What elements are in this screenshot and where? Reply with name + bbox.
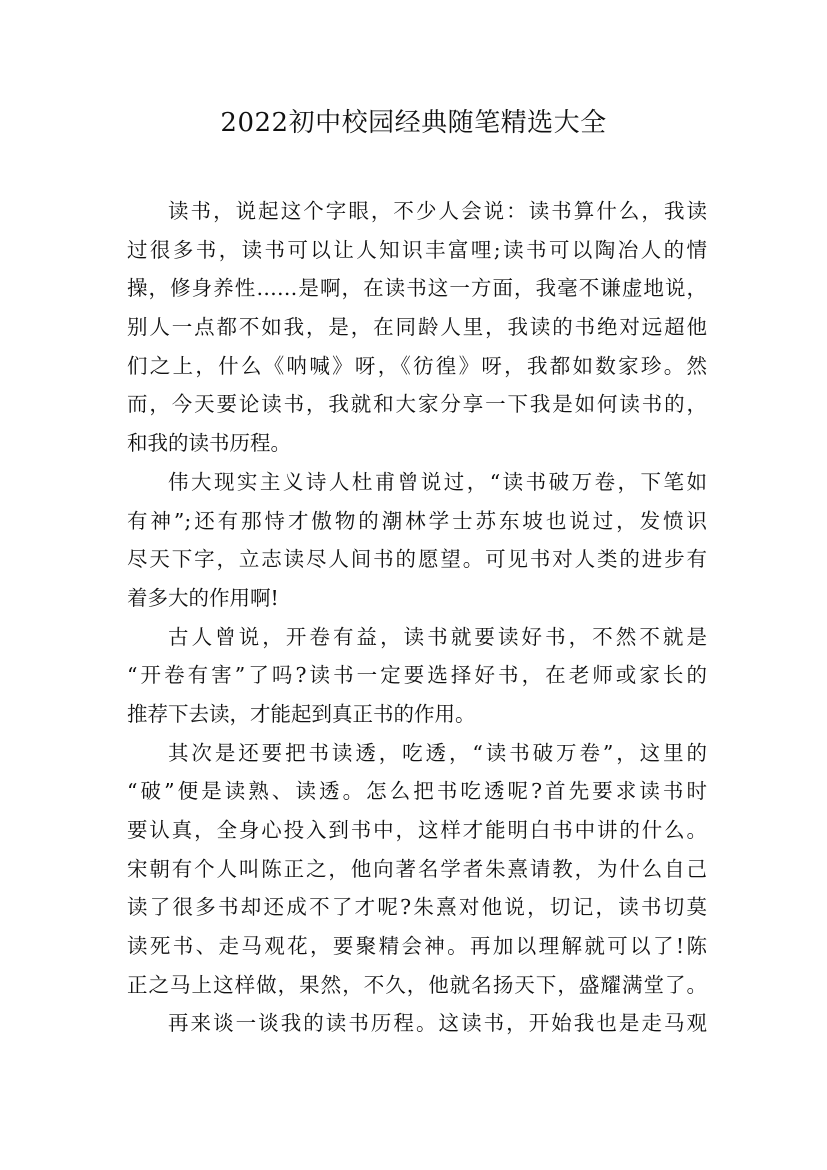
body-line: 着多大的作用啊! <box>127 585 279 610</box>
body-line: 再来谈一谈我的读书历程。这读书，开始我也是走马观 <box>168 1011 707 1036</box>
body-line: 伟大现实主义诗人杜甫曾说过，“读书破万卷，下笔如 <box>168 469 707 494</box>
body-line: 有神”;还有那恃才傲物的潮林学士苏东坡也说过，发愤识 <box>127 508 707 533</box>
body-line: 别人一点都不如我，是，在同龄人里，我读的书绝对远超他 <box>127 315 707 340</box>
body-line: 古人曾说，开卷有益，读书就要读好书，不然不就是 <box>168 624 707 649</box>
body-line: 而，今天要论读书，我就和大家分享一下我是如何读书的， <box>127 392 707 417</box>
body-line: 要认真，全身心投入到书中，这样才能明白书中讲的什么。 <box>127 818 707 842</box>
body-line: 操，修身养性……是啊，在读书这一方面，我毫不谦虚地说， <box>127 276 707 301</box>
body-line: “开卷有害”了吗?读书一定要选择好书，在老师或家长的 <box>127 663 707 688</box>
body-line: 推荐下去读，才能起到真正书的作用。 <box>127 701 476 726</box>
body-line: 和我的读书历程。 <box>127 431 291 456</box>
body-line: 过很多书，读书可以让人知识丰富哩;读书可以陶冶人的情 <box>127 237 707 262</box>
body-line: 其次是还要把书读透，吃透，“读书破万卷”，这里的 <box>168 740 707 765</box>
body-line: 读书，说起这个字眼，不少人会说：读书算什么，我读 <box>168 199 707 223</box>
body-line: 宋朝有个人叫陈正之，他向著名学者朱熹请教，为什么自己 <box>127 856 707 881</box>
body-line: 们之上，什么《呐喊》呀，《彷徨》呀，我都如数家珍。然 <box>127 353 707 378</box>
document-title: 2022初中校园经典随笔精选大全 <box>220 108 607 138</box>
document-body <box>127 192 707 1043</box>
body-line: 尽天下字，立志读尽人间书的愿望。可见书对人类的进步有 <box>127 547 707 572</box>
body-line: 读死书、走马观花，要聚精会神。再加以理解就可以了!陈 <box>127 934 707 959</box>
body-line: “破”便是读熟、读透。怎么把书吃透呢?首先要求读书时 <box>127 779 707 804</box>
body-line: 读了很多书却还成不了才呢?朱熹对他说，切记，读书切莫 <box>127 895 707 920</box>
body-line: 正之马上这样做，果然，不久，他就名扬天下，盛耀满堂了。 <box>127 972 707 997</box>
